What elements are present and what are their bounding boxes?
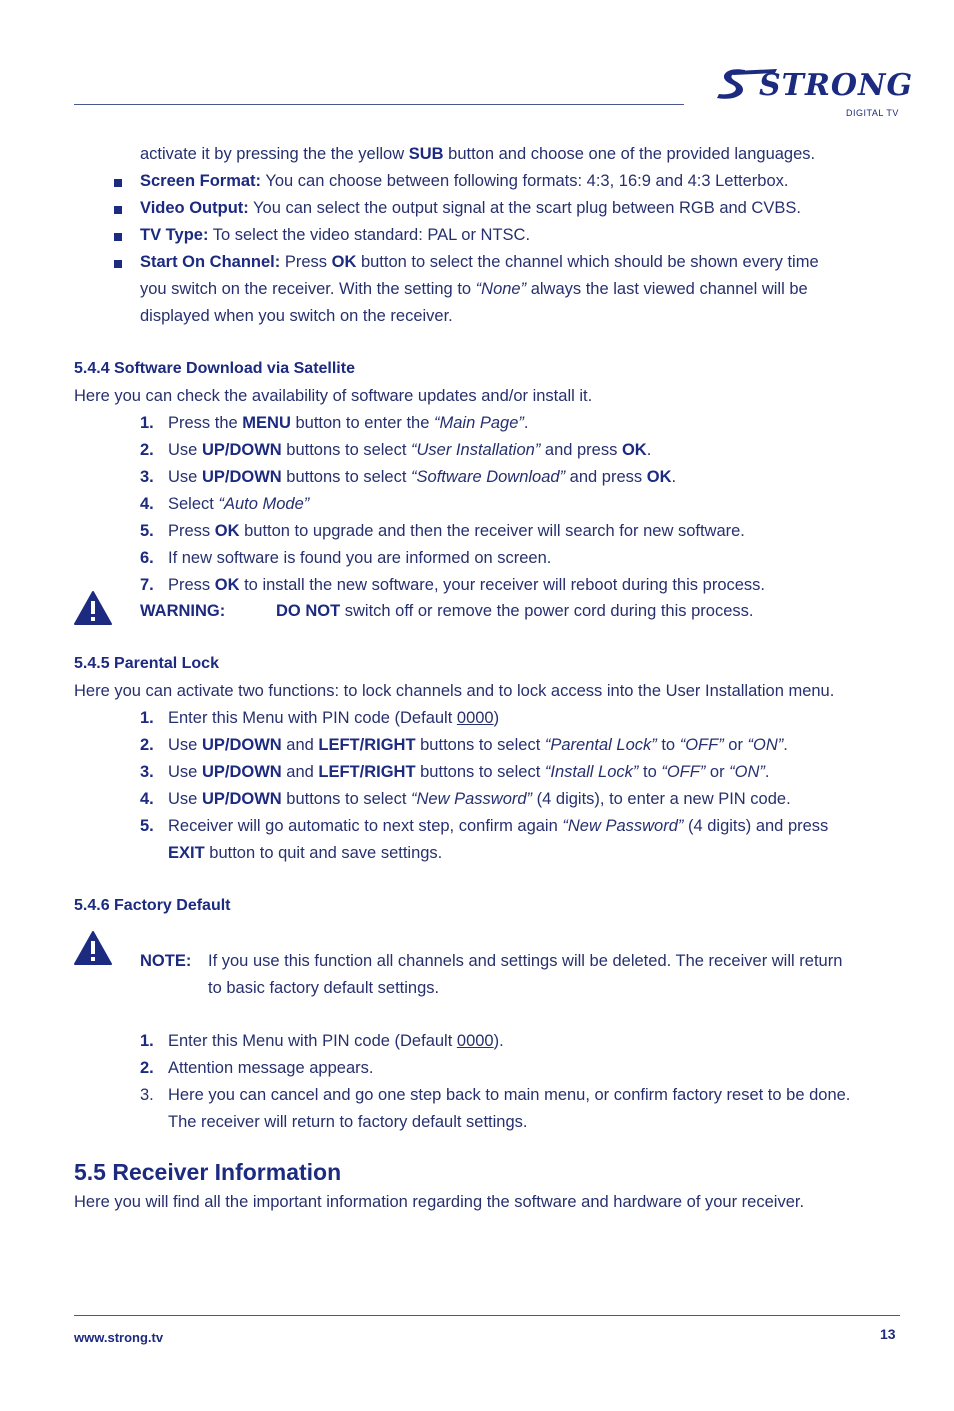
bullet-marker xyxy=(114,260,122,268)
step-545-3: Use UP/DOWN and LEFT/RIGHT buttons to select “Install Lock” to “OFF” or “ON”. xyxy=(168,763,770,781)
section-heading-545: 5.4.5 Parental Lock xyxy=(74,655,219,672)
step-544-4: Select “Auto Mode” xyxy=(168,495,310,513)
step-number: 5. xyxy=(140,817,154,835)
bullet-marker xyxy=(114,179,122,187)
bullet-screen-format: Screen Format: You can choose between following formats: 4:3, 16:9 and 4:3 Letterbox. xyxy=(140,172,789,190)
step-546-2: Attention message appears. xyxy=(168,1059,374,1077)
section-intro-544: Here you can check the availability of software updates and/or install it. xyxy=(74,387,593,405)
step-544-6: If new software is found you are informed on screen. xyxy=(168,549,552,567)
header-rule xyxy=(74,104,684,105)
step-544-5: Press OK button to upgrade and then the receiver will search for new software. xyxy=(168,522,745,540)
warning-triangle-icon xyxy=(73,590,113,631)
bullet-marker xyxy=(114,233,122,241)
step-number: 2. xyxy=(140,1059,154,1077)
bullet-start-channel: Start On Channel: Press OK button to select the channel which should be shown every time you switch on the receiver. With the setting to “None” always the last viewed channel will be displayed when you switch on the receiver. xyxy=(140,253,819,325)
brand-logo xyxy=(715,64,914,120)
intro-line: activate it by pressing the the yellow SUB button and choose one of the provided languages. xyxy=(140,145,816,163)
step-number: 3. xyxy=(140,468,154,486)
step-number: 1. xyxy=(140,709,154,727)
step-number: 1. xyxy=(140,414,154,432)
warning-label: WARNING: xyxy=(140,602,226,620)
bullet-marker xyxy=(114,206,122,214)
section-heading-55: 5.5 Receiver Information xyxy=(74,1159,342,1185)
bullet-video-output: Video Output: You can select the output signal at the scart plug between RGB and CVBS. xyxy=(140,199,801,217)
brand-name: STRONG xyxy=(759,68,914,103)
warning-text: DO NOT switch off or remove the power cord during this process. xyxy=(276,602,754,620)
note-label: NOTE: xyxy=(140,952,192,970)
step-544-7: Press OK to install the new software, your receiver will reboot during this process. xyxy=(168,576,766,594)
section-intro-545: Here you can activate two functions: to lock channels and to lock access into the User Installation menu. xyxy=(74,682,835,700)
footer-rule xyxy=(74,1315,900,1316)
step-545-4: Use UP/DOWN buttons to select “New Password” (4 digits), to enter a new PIN code. xyxy=(168,790,791,808)
brand-tagline: DIGITAL TV xyxy=(846,108,899,118)
step-number: 4. xyxy=(140,495,154,513)
step-number: 6. xyxy=(140,549,154,567)
bullet-tv-type: TV Type: To select the video standard: PAL or NTSC. xyxy=(140,226,531,244)
section-heading-544: 5.4.4 Software Download via Satellite xyxy=(74,360,355,377)
step-number: 3. xyxy=(140,1086,154,1104)
step-number: 3. xyxy=(140,763,154,781)
section-intro-55: Here you will find all the important information regarding the software and hardware of your receiver. xyxy=(74,1193,805,1211)
footer-website-link[interactable]: www.strong.tv xyxy=(74,1330,164,1345)
section-heading-546: 5.4.6 Factory Default xyxy=(74,897,231,914)
step-546-1: Enter this Menu with PIN code (Default 0000). xyxy=(168,1032,504,1050)
page-number: 13 xyxy=(880,1326,896,1342)
step-544-3: Use UP/DOWN buttons to select “Software Download” and press OK. xyxy=(168,468,677,486)
step-number: 4. xyxy=(140,790,154,808)
step-number: 2. xyxy=(140,736,154,754)
step-544-1: Press the MENU button to enter the “Main Page”. xyxy=(168,414,529,432)
step-number: 7. xyxy=(140,576,154,594)
step-545-2: Use UP/DOWN and LEFT/RIGHT buttons to select “Parental Lock” to “OFF” or “ON”. xyxy=(168,736,788,754)
step-546-3: Here you can cancel and go one step back to main menu, or confirm factory reset to be done. The receiver will return to factory default settings. xyxy=(168,1086,851,1131)
note-text: If you use this function all channels and settings will be deleted. The receiver will return to basic factory default settings. xyxy=(208,952,843,997)
step-number: 1. xyxy=(140,1032,154,1050)
step-544-2: Use UP/DOWN buttons to select “User Installation” and press OK. xyxy=(168,441,652,459)
step-number: 2. xyxy=(140,441,154,459)
warning-triangle-icon xyxy=(73,930,113,971)
step-545-5: Receiver will go automatic to next step, confirm again “New Password” (4 digits) and press EXIT button to quit and save settings. xyxy=(168,817,829,862)
step-number: 5. xyxy=(140,522,154,540)
step-545-1: Enter this Menu with PIN code (Default 0000) xyxy=(168,709,500,727)
